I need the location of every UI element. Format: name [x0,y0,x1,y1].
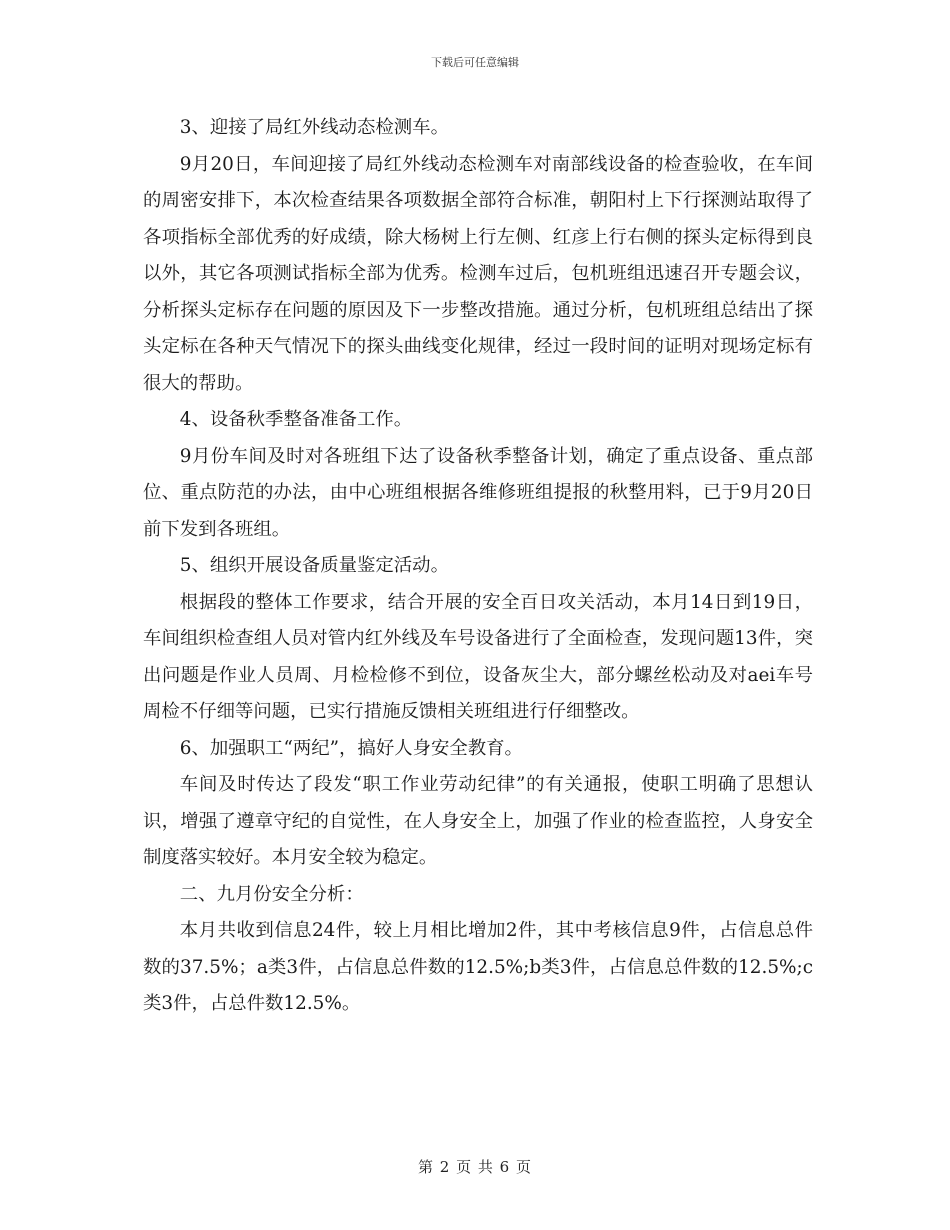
section-heading-safety-analysis: 二、九月份安全分析： [179,883,364,905]
section-heading-5: 5、组织开展设备质量鉴定活动。 [179,555,449,576]
paragraph-inspection-car: 9月20日，车间迎接了局红外线动态检测车对南部线设备的检查验收，在车间的周密安排下，本次检查结果各项数据全部符合标准，朝阳村上下行探测站取得了各项指标全部优秀的好成绩，除大杨树上行左侧、红彦上行右侧的探头定标得到良以外，其它各项测试指标全部为优秀。检测车过后，包机班组迅速召开专题会议，分析探头定标存在问题的原因及下一步整改措施。通过分析，包机班组总结出了探头定标在各种天气情况下的探头曲线变化规律，经过一段时间的证明对现场定标有很大的帮助。 [143,153,813,394]
section-heading-3: 3、迎接了局红外线动态检测车。 [179,117,449,138]
paragraph-quality-appraisal: 根据段的整体工作要求，结合开展的安全百日攻关活动，本月14日到19日，车间组织检查组人员对管内红外线及车号设备进行了全面检查，发现问题13件，突出问题是作业人员周、月检检修不到位，设备灰尘大，部分螺丝松动及对aei车号周检不仔细等问题，已实行措施反馈相关班组进行仔细整改。 [143,591,813,722]
section-heading-6: 6、加强职工“两纪”，搞好人身安全教育。 [179,737,523,759]
paragraph-autumn-preparation: 9月份车间及时对各班组下达了设备秋季整备计划，确定了重点设备、重点部位、重点防范的办法，由中心班组根据各维修班组提报的秋整用料，已于9月20日前下发到各班组。 [143,445,813,540]
document-body [143,110,813,1023]
paragraph-safety-education: 车间及时传达了段发“职工作业劳动纪律”的有关通报，使职工明确了思想认识，增强了遵章守纪的自觉性，在人身安全上，加强了作业的检查监控，人身安全制度落实较好。本月安全较为稳定。 [143,774,813,868]
section-heading-4: 4、设备秋季整备准备工作。 [179,409,413,430]
paragraph-information-stats: 本月共收到信息24件，较上月相比增加2件，其中考核信息9件，占信息总件数的37.5%；a类3件，占信息总件数的12.5%;b类3件，占信息总件数的12.5%;c类3件，占总件数12.5%。 [143,920,813,1014]
page-number-footer: 第 2 页 共 6 页 [418,1158,532,1176]
page-header-note: 下载后可任意编辑 [431,56,519,69]
